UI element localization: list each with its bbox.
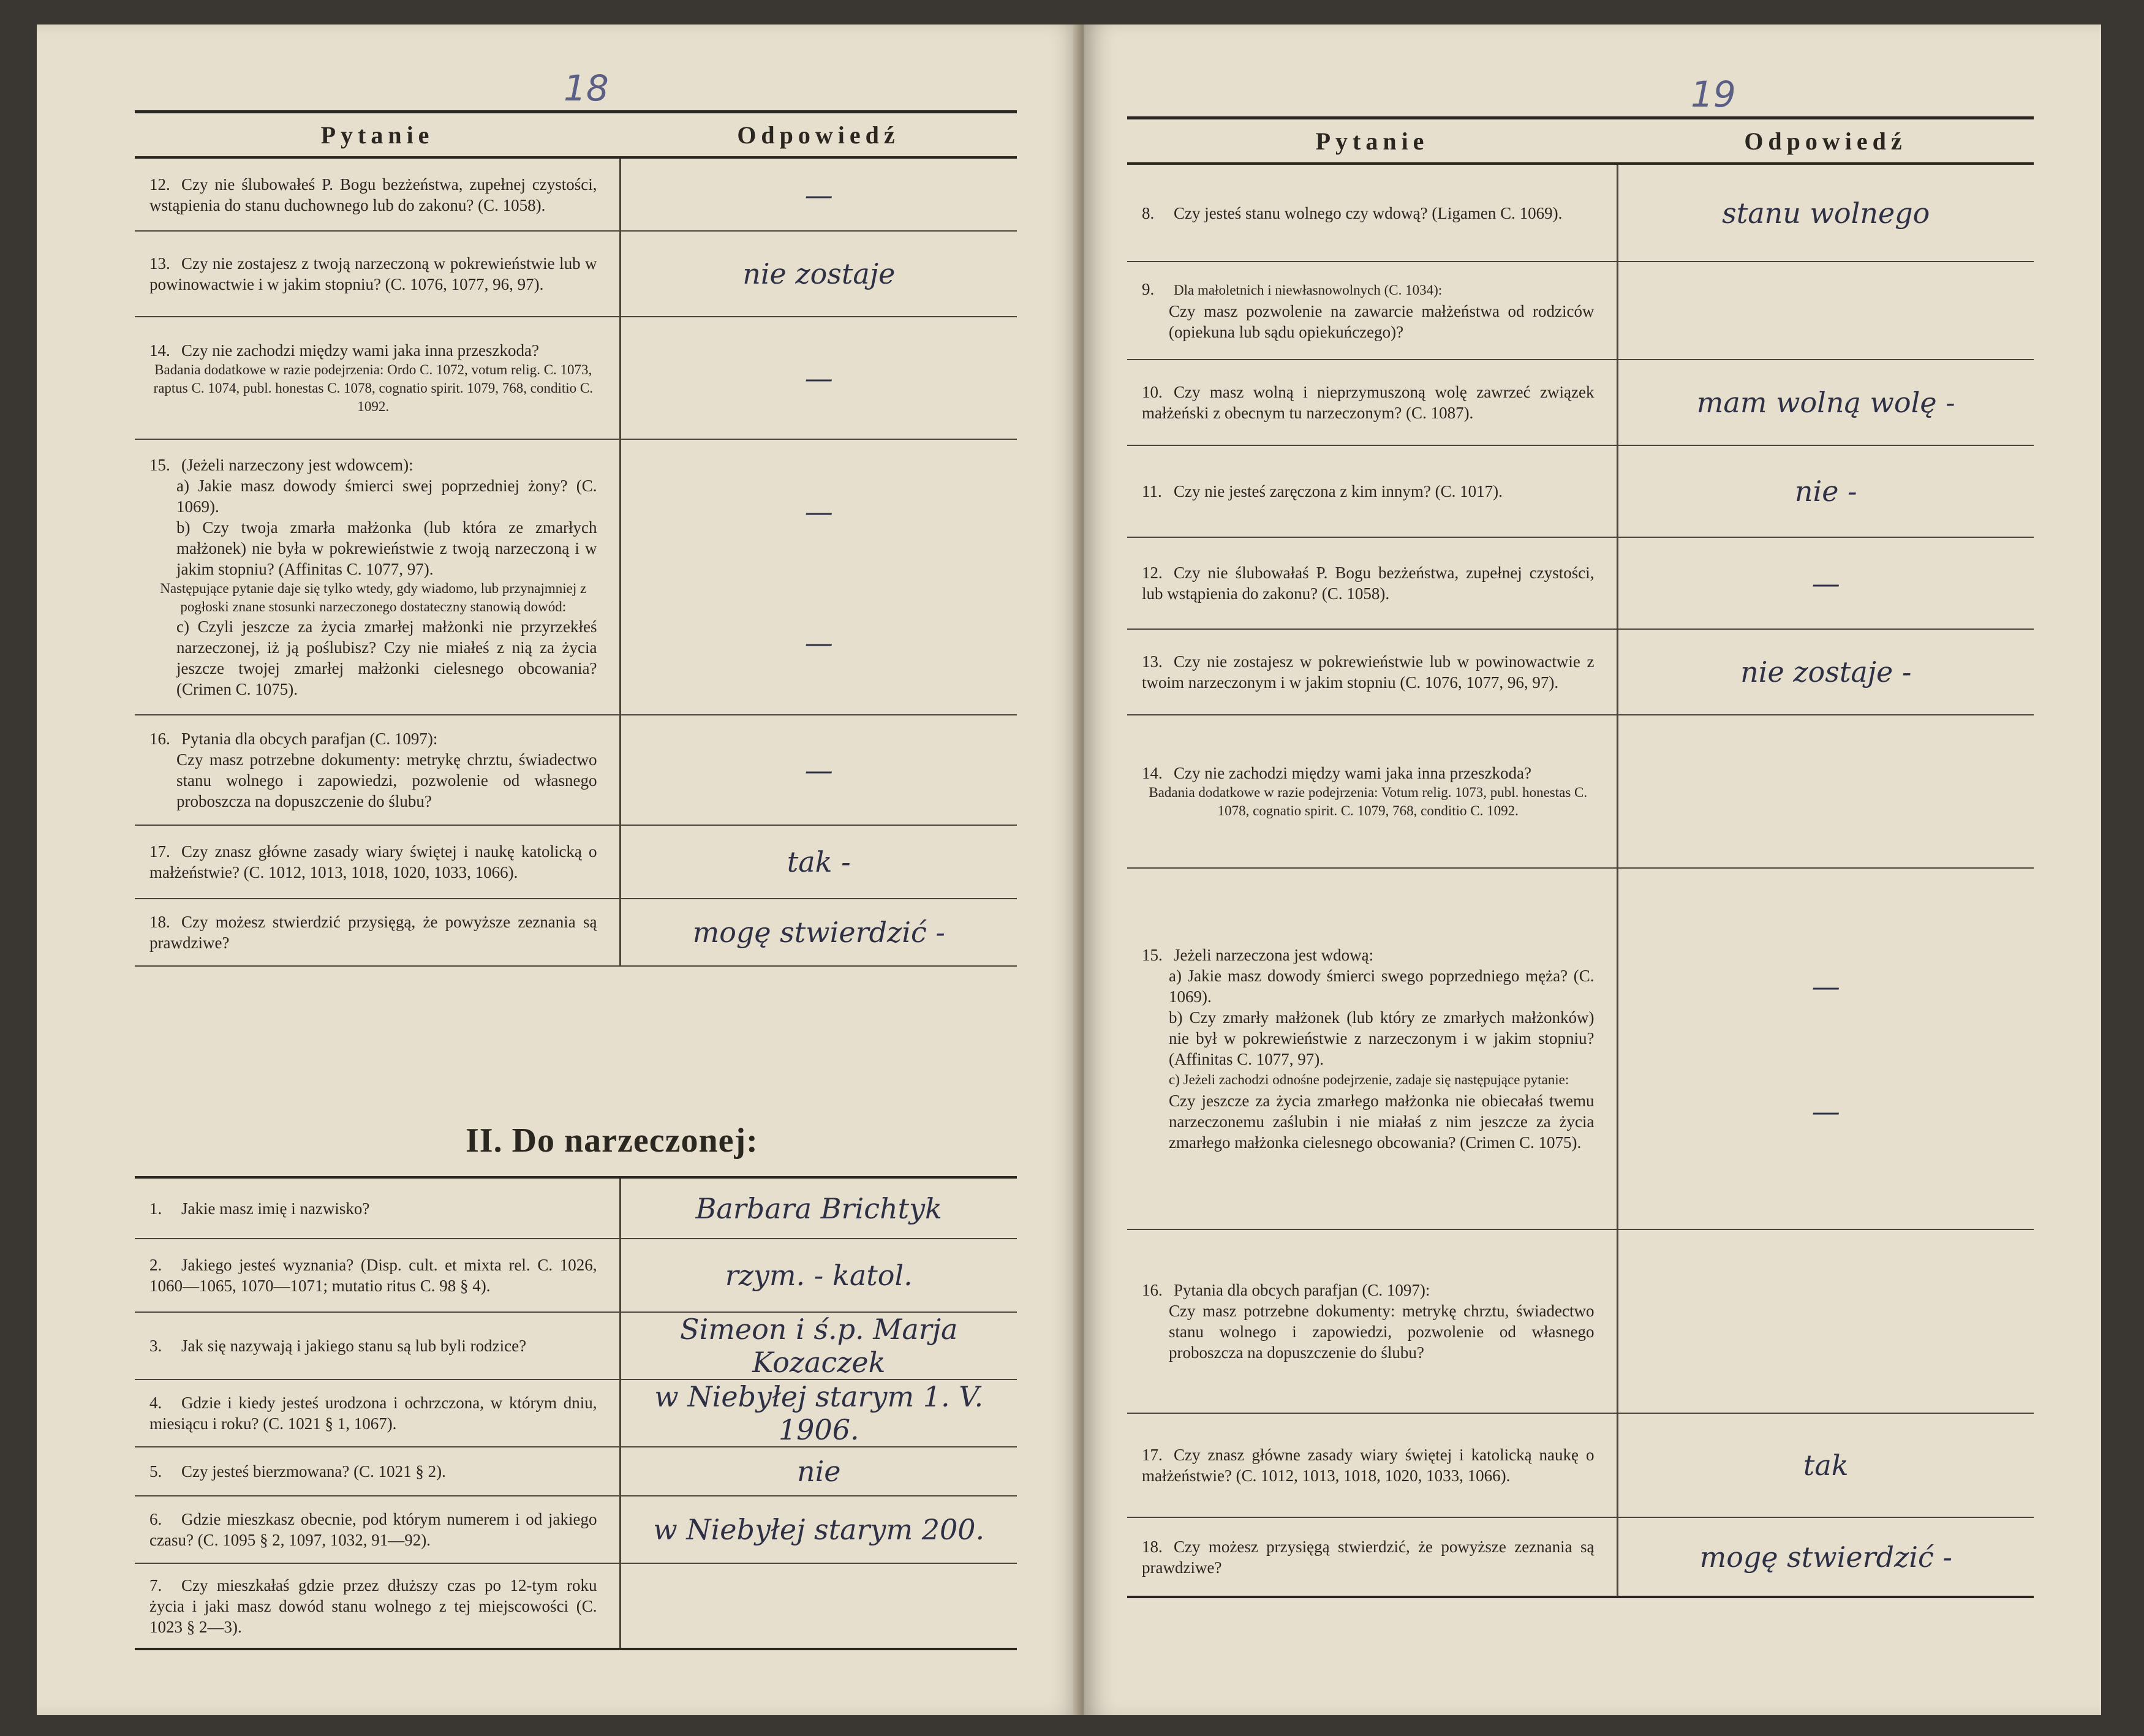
table-row: 15. Jeżeli narzeczona jest wdową: a) Jakie masz dowody śmierci swego poprzedniego męża? (C. 1069). b) Czy zmarły małżonek (lub który ze zmarłych małżonków) nie był w pokrewieństwie z narzeczonym i w jakim stopniu? (Affinitas C. 1077, 97). c) Jeżeli zachodzi odnośne podejrzenie, zadaje się następujące pytanie: Czy jeszcze za życia zmarłego małżonka nie obiecałaś twemu narzeczonemu zaślubin i nie miałaś z nim jeszcze za życia zmarłego małżonka cielesnego obcowania? (Crimen C. 1075). — —: [1127, 868, 2034, 1229]
groom-questions-table: [135, 110, 1017, 967]
handwritten-answer: Simeon i ś.p. Marja Kozaczek: [620, 1312, 1017, 1379]
answer-cell: — —: [620, 439, 1017, 715]
answer-cell: [1617, 262, 2034, 360]
table-row: 10. Czy masz wolną i nieprzymuszoną wolę zawrzeć związek małżeński z obecnym tu narzeczonym? (C. 1087). mam wolną wolę -: [1127, 360, 2034, 445]
table-row: 17. Czy znasz główne zasady wiary świętej i naukę katolicką o małżeństwie? (C. 1012, 1013, 1018, 1020, 1033, 1066). tak -: [135, 825, 1017, 899]
handwritten-answer: tak -: [620, 825, 1017, 899]
bride-questions-table: [135, 1176, 1017, 1650]
handwritten-answer: tak: [1617, 1413, 2034, 1517]
table-row: 12. Czy nie ślubowałaś P. Bogu bezżeństwa, zupełnej czystości, lub wstąpienia do zakonu? (C. 1058). —: [1127, 537, 2034, 629]
page-number-left: 18: [564, 67, 609, 109]
table-row: 13. Czy nie zostajesz z twoją narzeczoną w pokrewieństwie lub w powinowactwie i w jakim stopniu? (C. 1076, 1077, 96, 97). nie zostaje: [135, 231, 1017, 317]
table-row: 4. Gdzie i kiedy jesteś urodzona i ochrzczona, w którym dniu, miesiącu i roku? (C. 1021 § 1, 1067). w Niebyłej starym 1. V. 1906.: [135, 1379, 1017, 1447]
table-row: 18. Czy możesz stwierdzić przysięgą, że powyższe zeznania są prawdziwe? mogę stwierdzić -: [135, 899, 1017, 966]
table-row: 15. (Jeżeli narzeczony jest wdowcem): a) Jakie masz dowody śmierci swej poprzedniej żony? (C. 1069). b) Czy twoja zmarła małżonka (lub która ze zmarłych małżonek) nie była w pokrewieństwie z twoją narzeczoną i w jakim stopniu? (Affinitas C. 1077, 97). Następujące pytanie daje się tylko wtedy, gdy wiadomo, lub przynajmniej z pogłoski znane stosunki narzeczonego dostateczny stanowią dowód: c) Czyli jeszcze za życia zmarłej małżonki nie przyrzekłeś narzeczonej, iż ją poślubisz? Czy nie miałeś z nią za życia jeszcze twojej zmarłej małżonki cielesnego obcowania? (Crimen C. 1075). — —: [135, 439, 1017, 715]
column-header-question: Pytanie: [135, 112, 620, 158]
handwritten-answer: nie zostaje -: [1617, 629, 2034, 715]
table-row: 14. Czy nie zachodzi między wami jaka inna przeszkoda? Badania dodatkowe w razie podejrzenia: Ordo C. 1072, votum relig. C. 1073, raptus C. 1074, publ. honestas C. 1078, cognatio spirit. 1079, 768, conditio C. 1092. —: [135, 317, 1017, 439]
table-row: 3. Jak się nazywają i jakiego stanu są lub byli rodzice? Simeon i ś.p. Marja Kozaczek: [135, 1312, 1017, 1379]
handwritten-answer: nie: [620, 1447, 1017, 1496]
column-header-answer: Odpowiedź: [1617, 118, 2034, 164]
table-row: 17. Czy znasz główne zasady wiary świętej i katolicką naukę o małżeństwie? (C. 1012, 1013, 1018, 1020, 1033, 1066). tak: [1127, 1413, 2034, 1517]
answer-cell: [1617, 715, 2034, 868]
handwritten-answer: stanu wolnego: [1617, 164, 2034, 262]
answer-cell: —: [1617, 537, 2034, 629]
answer-cell: [620, 1563, 1017, 1649]
handwritten-answer: nie -: [1617, 445, 2034, 537]
table-row: 16. Pytania dla obcych parafjan (C. 1097): Czy masz potrzebne dokumenty: metrykę chrztu, świadectwo stanu wolnego i zapowiedzi, pozwolenie od własnego proboszcza na dopuszczenie do ślubu? —: [135, 715, 1017, 825]
table-row: 9. Dla małoletnich i niewłasnowolnych (C. 1034): Czy masz pozwolenie na zawarcie małżeństwa od rodziców (opiekuna lub sądu opiekuńczego)?: [1127, 262, 2034, 360]
answer-cell: —: [620, 715, 1017, 825]
handwritten-answer: mam wolną wolę -: [1617, 360, 2034, 445]
table-row: 7. Czy mieszkałaś gdzie przez dłuższy czas po 12-tym roku życia i jaki masz dowód stanu wolnego z tej miejscowości (C. 1023 § 2—3).: [135, 1563, 1017, 1649]
table-row: 6. Gdzie mieszkasz obecnie, pod którym numerem i od jakiego czasu? (C. 1095 § 2, 1097, 1032, 91—92). w Niebyłej starym 200.: [135, 1496, 1017, 1563]
page-number-right: 19: [1691, 74, 1736, 115]
bride-questions-table-continued: [1127, 116, 2034, 1598]
handwritten-answer: w Niebyłej starym 1. V. 1906.: [620, 1379, 1017, 1447]
table-row: 14. Czy nie zachodzi między wami jaka inna przeszkoda? Badania dodatkowe w razie podejrzenia: Votum relig. 1073, publ. honestas C. 1078, cognatio spirit. C. 1079, 768, conditio C. 1092.: [1127, 715, 2034, 868]
table-row: 18. Czy możesz przysięgą stwierdzić, że powyższe zeznania są prawdziwe? mogę stwierdzić -: [1127, 1517, 2034, 1597]
handwritten-answer: rzym. - katol.: [620, 1239, 1017, 1312]
handwritten-answer: nie zostaje: [620, 231, 1017, 317]
answer-cell: — —: [1617, 868, 2034, 1229]
handwritten-answer: w Niebyłej starym 200.: [620, 1496, 1017, 1563]
table-row: 5. Czy jesteś bierzmowana? (C. 1021 § 2). nie: [135, 1447, 1017, 1496]
handwritten-answer: mogę stwierdzić -: [620, 899, 1017, 966]
table-row: 13. Czy nie zostajesz w pokrewieństwie lub w powinowactwie z twoim narzeczonym i w jakim stopniu (C. 1076, 1077, 96, 97). nie zostaje -: [1127, 629, 2034, 715]
table-row: 11. Czy nie jesteś zaręczona z kim innym? (C. 1017). nie -: [1127, 445, 2034, 537]
table-row: 2. Jakiego jesteś wyznania? (Disp. cult. et mixta rel. C. 1026, 1060—1065, 1070—1071; mutatio ritus C. 98 § 4). rzym. - katol.: [135, 1239, 1017, 1312]
table-row: 12. Czy nie ślubowałeś P. Bogu bezżeństwa, zupełnej czystości, wstąpienia do stanu duchownego lub do zakonu? (C. 1058). —: [135, 157, 1017, 231]
table-row: 1. Jakie masz imię i nazwisko? Barbara Brichtyk: [135, 1177, 1017, 1239]
section-title: II. Do narzeczonej:: [466, 1122, 758, 1160]
handwritten-answer: Barbara Brichtyk: [620, 1177, 1017, 1239]
left-page: [37, 25, 1081, 1715]
question-text: Czy nie zostajesz z twoją narzeczoną w pokrewieństwie lub w powinowactwie i w jakim stopniu? (C. 1076, 1077, 96, 97).: [149, 254, 597, 293]
table-row: 8. Czy jesteś stanu wolnego czy wdową? (Ligamen C. 1069). stanu wolnego: [1127, 164, 2034, 262]
question-text: Czy nie ślubowałeś P. Bogu bezżeństwa, zupełnej czystości, wstąpienia do stanu duchownego lub do zakonu? (C. 1058).: [149, 175, 597, 214]
answer-cell: —: [620, 317, 1017, 439]
column-header-answer: Odpowiedź: [620, 112, 1017, 158]
answer-cell: [1617, 1229, 2034, 1413]
question-note: Badania dodatkowe w razie podejrzenia: Ordo C. 1072, votum relig. C. 1073, raptus C. 1074, publ. honestas C. 1078, cognatio spirit. 1079, 768, conditio C. 1092.: [153, 362, 593, 414]
answer-cell: —: [620, 157, 1017, 231]
right-page: [1084, 25, 2101, 1715]
column-header-question: Pytanie: [1127, 118, 1617, 164]
handwritten-answer: mogę stwierdzić -: [1617, 1517, 2034, 1597]
table-row: 16. Pytania dla obcych parafjan (C. 1097): Czy masz potrzebne dokumenty: metrykę chrztu, świadectwo stanu wolnego i zapowiedzi, pozwolenie od własnego proboszcza na dopuszczenie do ślubu?: [1127, 1229, 2034, 1413]
question-text: Czy nie zachodzi między wami jaka inna przeszkoda?: [181, 341, 539, 360]
